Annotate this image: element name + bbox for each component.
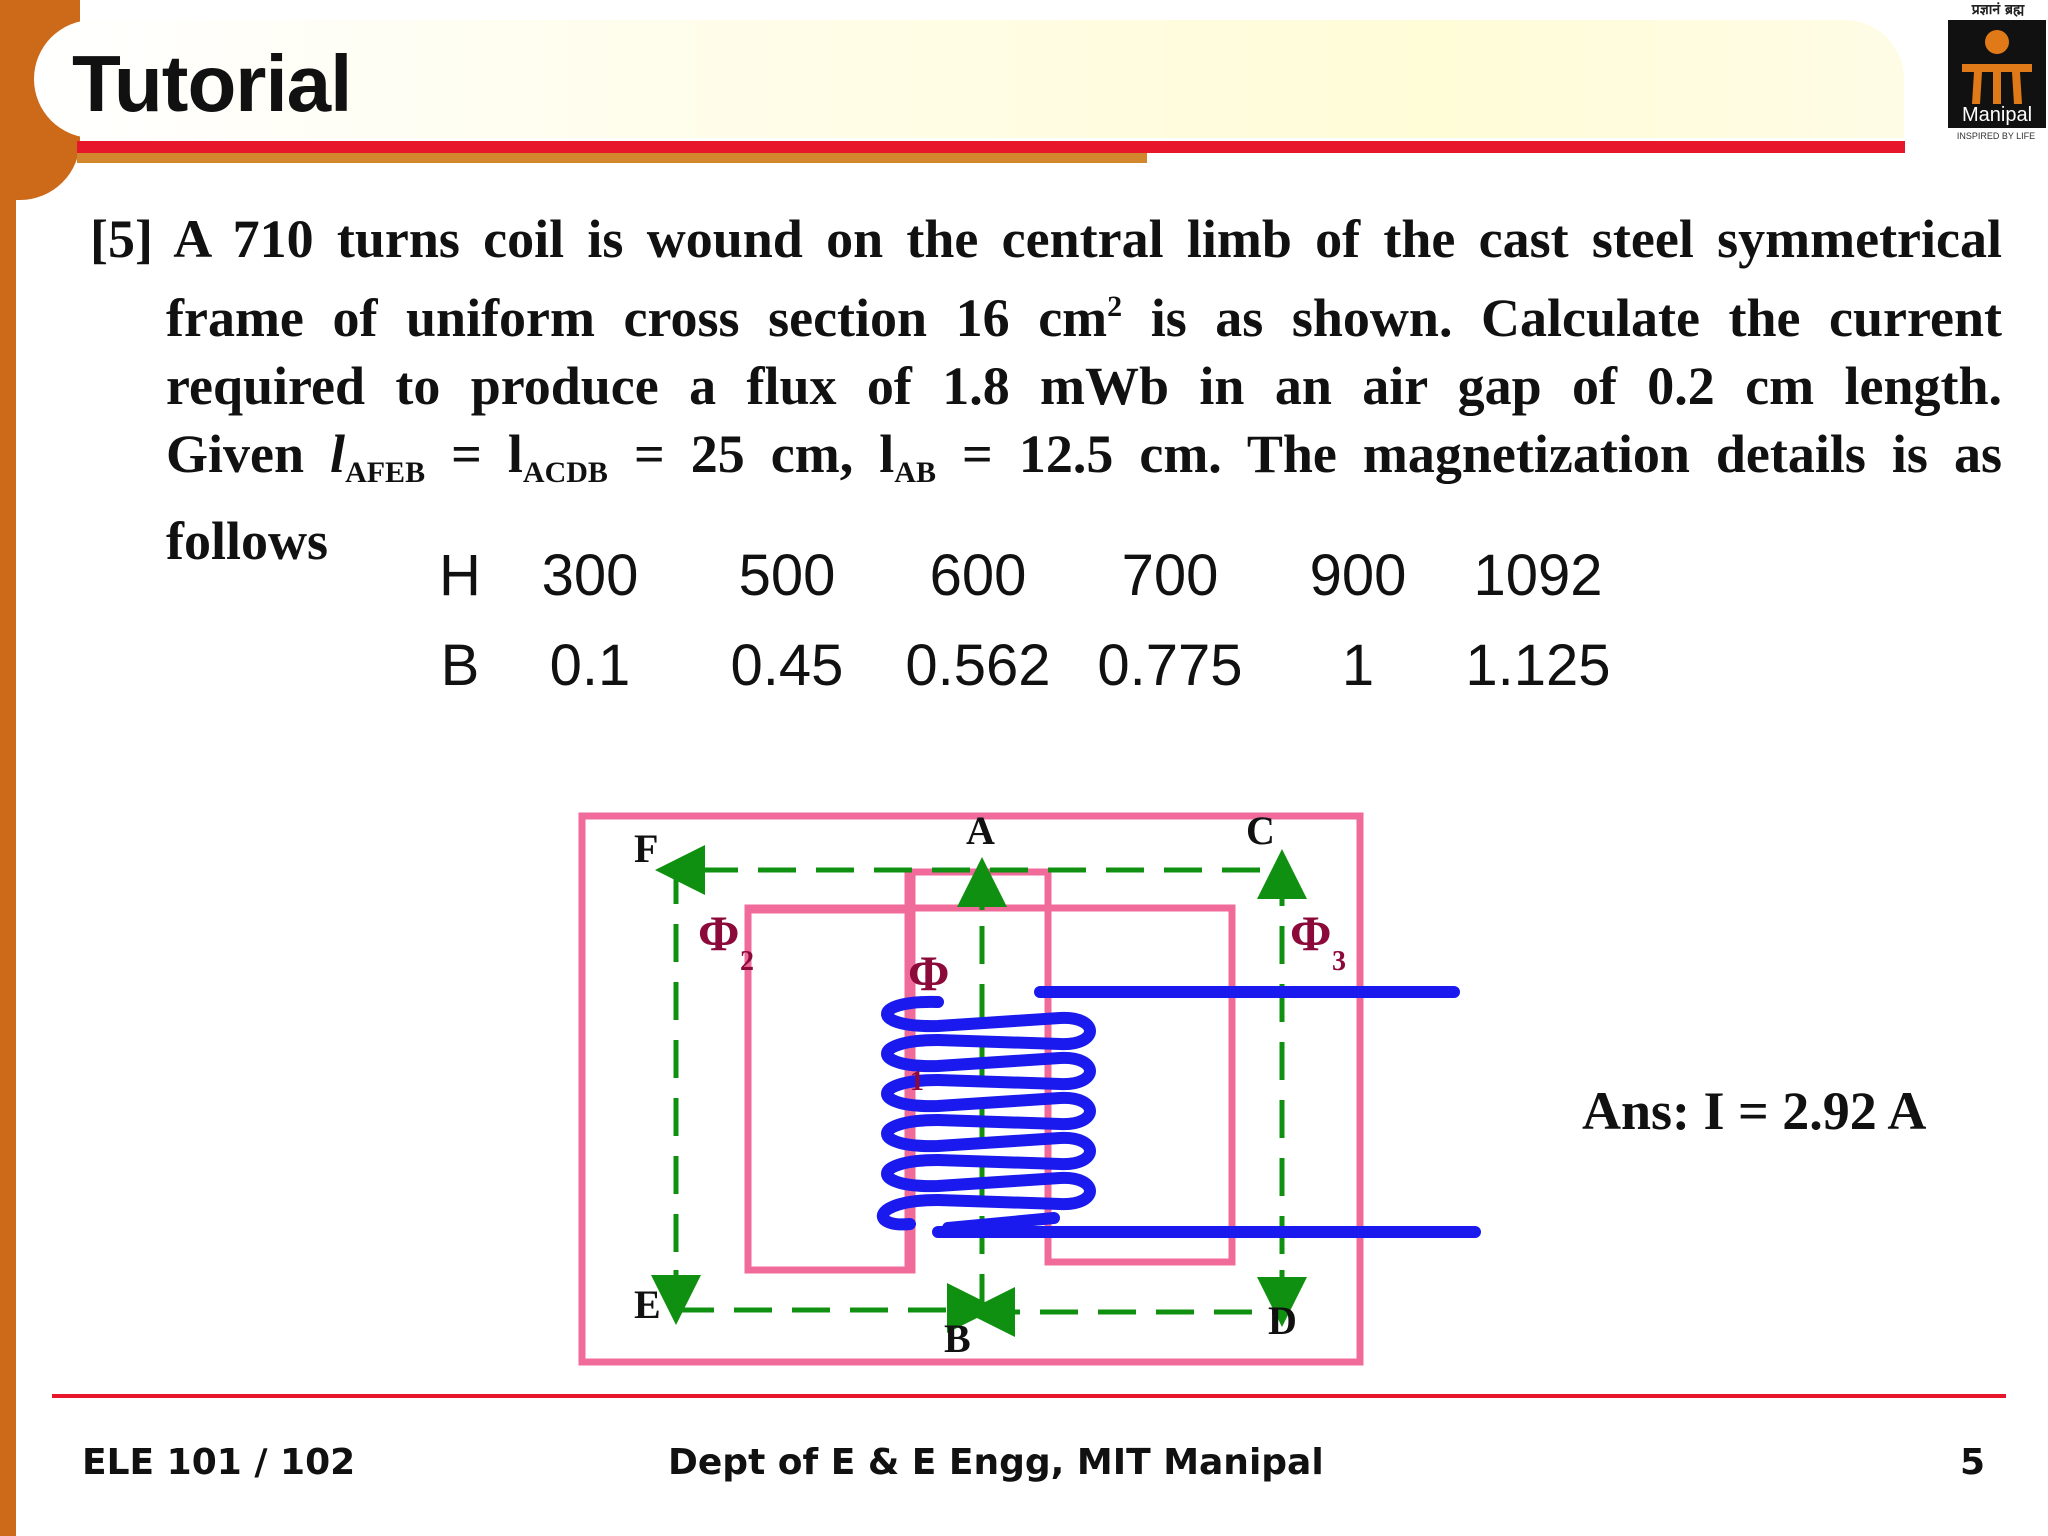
- table-cell: 700: [1121, 542, 1219, 608]
- problem-line-5: follows: [166, 511, 328, 571]
- footer-course: ELE 101 / 102: [82, 1442, 356, 1483]
- frame-outer: [582, 816, 1360, 1362]
- table-cell: 300: [541, 542, 639, 608]
- label-phi3: Φ: [1290, 905, 1332, 961]
- slide-title: Tutorial: [72, 39, 352, 128]
- label-f: F: [634, 826, 659, 871]
- problem-number: [5]: [90, 209, 153, 269]
- table-cell: 0.45: [730, 632, 844, 698]
- manipal-logo: [1938, 0, 2048, 150]
- label-phi: Φ: [908, 945, 950, 1001]
- label-b: B: [944, 1316, 971, 1361]
- title-underline-red: [77, 141, 1905, 153]
- left-accent-bar: [0, 0, 16, 1536]
- label-phi2-sub: 2: [740, 946, 754, 977]
- problem-statement: [90, 205, 2002, 575]
- frame-inner-outline: [748, 872, 1232, 1270]
- label-phi2: Φ: [698, 905, 740, 961]
- flux-path-outer: [676, 870, 1282, 1312]
- label-e: E: [634, 1282, 661, 1327]
- table-cell: 600: [929, 542, 1027, 608]
- problem-line-3: required to produce a flux of 1.8 mWb in an air gap of 0.2 cm length.: [166, 356, 2002, 416]
- table-cell: 1092: [1473, 542, 1603, 608]
- label-c: C: [1246, 808, 1275, 853]
- logo-name: Manipal: [1961, 104, 2033, 126]
- footer-dept: Dept of E & E Engg, MIT Manipal: [668, 1442, 1324, 1483]
- row-label: B: [440, 632, 480, 698]
- footer-page-number: 5: [1960, 1442, 1986, 1483]
- label-phi3-sub: 3: [1332, 946, 1346, 977]
- table-cell: 0.1: [549, 632, 631, 698]
- coil-winding: [883, 992, 1475, 1232]
- problem-line-4: Given $l_{AFEB} = l_{ACDB} = 25$ cm, $l_{AB} = 12.5$ cm. The magnetization details is as: [166, 424, 2002, 489]
- table-cell: 0.775: [1097, 632, 1243, 698]
- table-cell: 1: [1341, 632, 1375, 698]
- problem-line-1: [5] A 710 turns coil is wound on the central limb of the cast steel symmetrical: [90, 209, 2002, 269]
- label-phi1-sub: 1: [910, 1066, 924, 1097]
- table-row-b: [430, 620, 1628, 710]
- magnetic-circuit-diagram: [570, 800, 1510, 1380]
- answer-text: Ans: I = 2.92 A: [1582, 1081, 1927, 1141]
- table-row-h: [430, 530, 1628, 620]
- table-cell: 900: [1309, 542, 1407, 608]
- row-label: H: [439, 542, 481, 608]
- label-d: D: [1268, 1298, 1297, 1343]
- magnetization-table: [430, 530, 1628, 710]
- title-underline-orange: [77, 153, 1147, 163]
- footer-divider: [52, 1394, 2006, 1398]
- label-a: A: [966, 808, 995, 853]
- table-cell: 0.562: [905, 632, 1051, 698]
- table-cell: 1.125: [1465, 632, 1611, 698]
- logo-tagline: INSPIRED BY LIFE: [1956, 131, 2036, 141]
- problem-line-2: frame of uniform cross section 16 $cm^2$ is as shown. Calculate the current: [166, 288, 2002, 348]
- table-cell: 500: [738, 542, 836, 608]
- logo-hindi-text: प्रज्ञानं ब्रह्म: [1971, 2, 2025, 18]
